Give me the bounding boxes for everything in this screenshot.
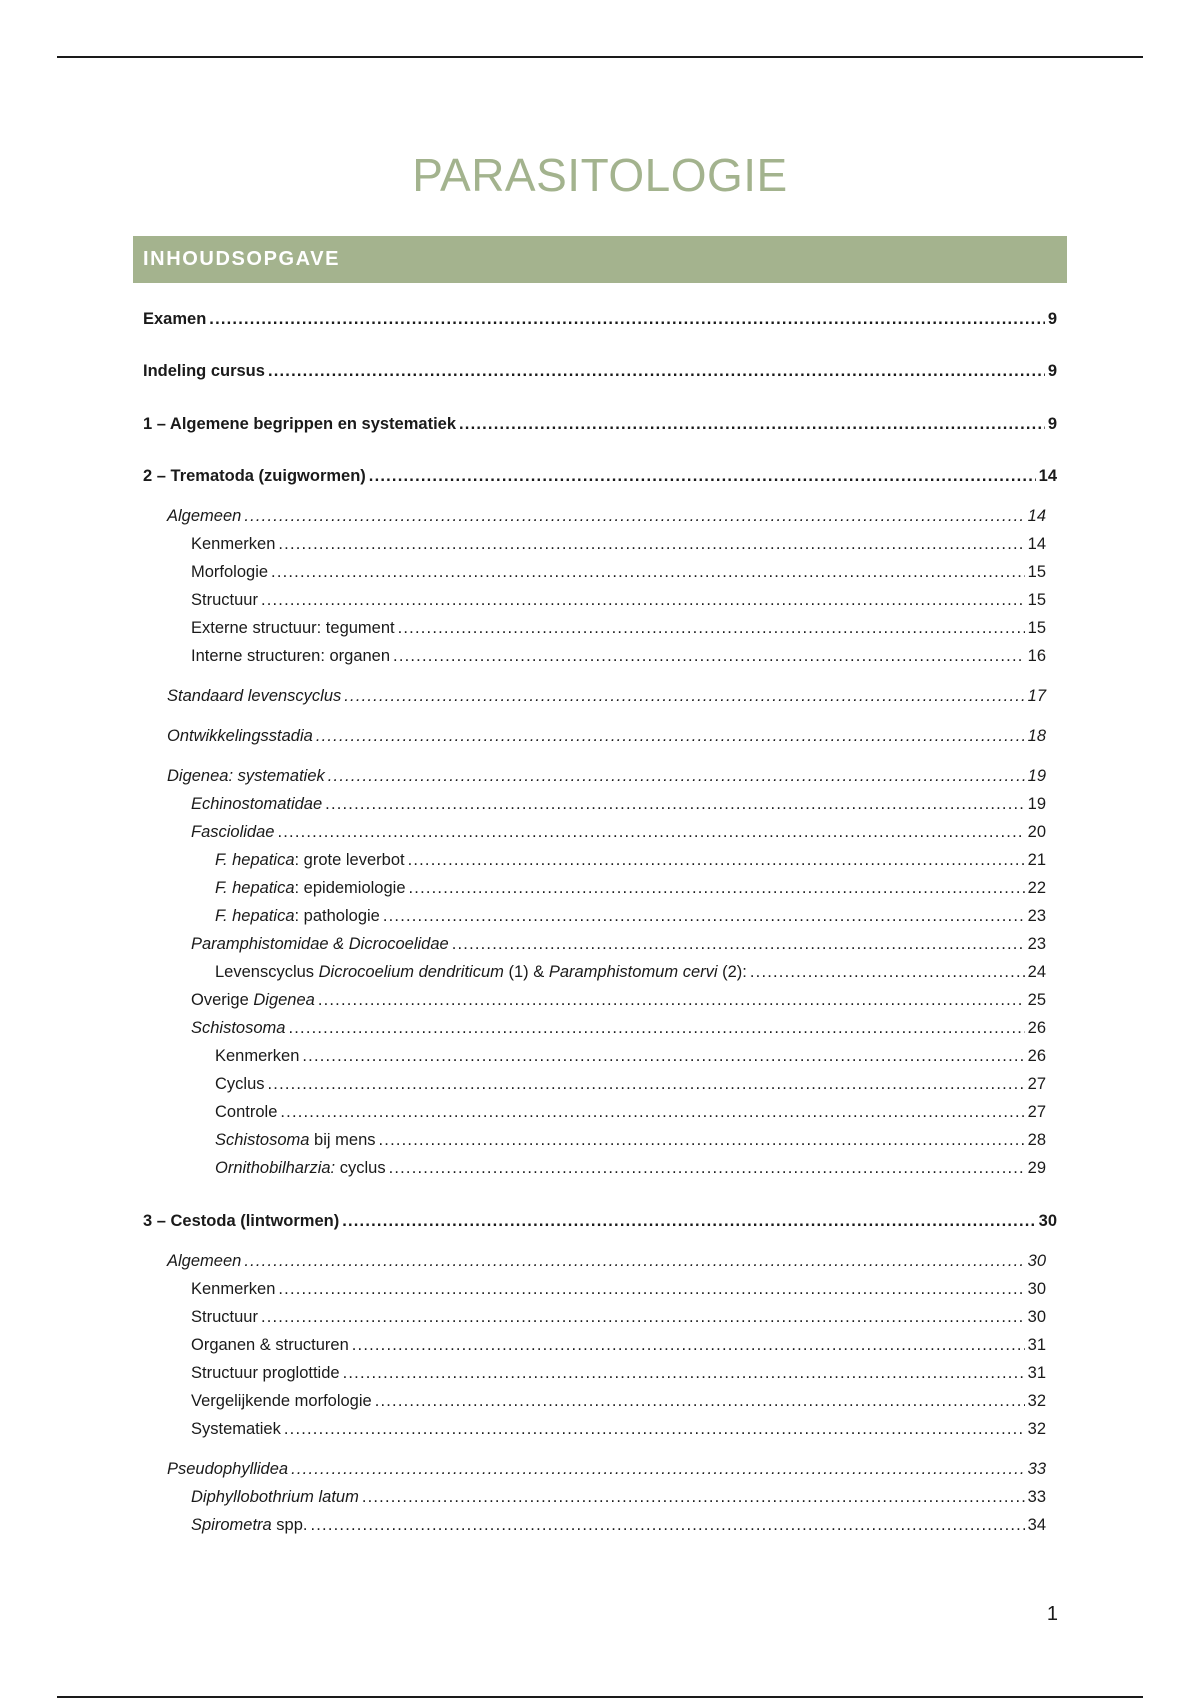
toc-entry-label xyxy=(143,465,369,487)
toc-page-number: 31 xyxy=(1027,1336,1046,1354)
toc-page-number: 27 xyxy=(1027,1103,1046,1121)
toc-entry-label xyxy=(215,1129,379,1151)
toc-page-number: 14 xyxy=(1027,535,1046,553)
toc-page-number: 32 xyxy=(1027,1420,1046,1438)
toc-label-part: : grote leverbot xyxy=(294,851,405,869)
toc-entry-label xyxy=(191,1017,288,1039)
toc-page-number: 24 xyxy=(1027,963,1046,981)
toc-entry-label xyxy=(167,1250,244,1272)
top-rule xyxy=(57,56,1143,58)
toc-dot-leader xyxy=(318,989,1025,1011)
toc-entry-label xyxy=(191,1486,362,1508)
toc-page-number: 33 xyxy=(1027,1460,1046,1478)
toc-entry-label xyxy=(191,1334,352,1356)
toc-label-part: bij mens xyxy=(309,1131,376,1149)
toc-dot-leader xyxy=(459,413,1045,435)
toc-entry[interactable] xyxy=(191,1418,1046,1440)
toc-entry-label xyxy=(191,645,393,667)
toc-dot-leader xyxy=(408,849,1025,871)
toc-label-part: F. hepatica xyxy=(215,879,295,897)
toc-entry-label xyxy=(191,617,398,639)
toc-entry-label xyxy=(143,360,268,382)
toc-dot-leader xyxy=(261,1306,1025,1328)
toc-dot-leader xyxy=(278,1278,1024,1300)
toc-entry[interactable] xyxy=(215,1129,1046,1151)
toc-label-part: Schistosoma xyxy=(191,1019,286,1037)
toc-entry[interactable] xyxy=(215,1101,1046,1123)
toc-label-part: Schistosoma xyxy=(215,1131,310,1149)
toc-entry[interactable] xyxy=(191,1486,1046,1508)
toc-entry[interactable] xyxy=(167,505,1046,527)
toc-entry[interactable] xyxy=(191,933,1046,955)
toc-entry-label xyxy=(215,1045,302,1067)
toc-label-part: Structuur xyxy=(191,1308,258,1326)
toc-entry[interactable] xyxy=(191,645,1046,667)
toc-label-part: F. hepatica xyxy=(215,851,295,869)
toc-label-part: Diphyllobothrium latum xyxy=(191,1488,359,1506)
toc-label-part: Digenea xyxy=(253,991,315,1009)
toc-entry-label xyxy=(215,1157,389,1179)
toc-page-number: 26 xyxy=(1027,1047,1046,1065)
toc-dot-leader xyxy=(268,360,1045,382)
toc-entry[interactable] xyxy=(215,1073,1046,1095)
toc-dot-leader xyxy=(398,617,1025,639)
toc-entry-label xyxy=(215,905,383,927)
toc-label-part: Organen & structuren xyxy=(191,1336,349,1354)
toc-entry-label xyxy=(191,793,325,815)
toc-dot-leader xyxy=(244,1250,1024,1272)
toc-dot-leader xyxy=(389,1157,1025,1179)
toc-dot-leader xyxy=(268,1073,1025,1095)
toc-entry-label xyxy=(191,561,271,583)
toc-entry-label xyxy=(143,1210,342,1232)
toc-label-part: Structuur proglottide xyxy=(191,1364,340,1382)
toc-entry[interactable] xyxy=(191,617,1046,639)
toc-entry-label xyxy=(191,1306,261,1328)
toc-page-number: 9 xyxy=(1047,362,1057,380)
toc-entry-label xyxy=(167,725,316,747)
document-title: PARASITOLOGIE xyxy=(412,149,788,201)
toc-entry[interactable] xyxy=(167,685,1046,707)
toc-page-number: 15 xyxy=(1027,563,1046,581)
toc-label-part: 3 – Cestoda (lintwormen) xyxy=(143,1212,340,1230)
toc-label-part: Cyclus xyxy=(215,1075,265,1093)
toc-entry[interactable] xyxy=(191,821,1046,843)
toc-dot-leader xyxy=(284,1418,1025,1440)
toc-entry-label xyxy=(215,1073,268,1095)
toc-entry-label xyxy=(191,1362,343,1384)
toc-entry-label xyxy=(191,1514,310,1536)
toc-dot-leader xyxy=(379,1129,1025,1151)
toc-dot-leader xyxy=(291,1458,1025,1480)
toc-dot-leader xyxy=(325,793,1024,815)
toc-dot-leader xyxy=(452,933,1025,955)
toc-label-part: : pathologie xyxy=(294,907,380,925)
toc-page-number: 25 xyxy=(1027,991,1046,1009)
toc-label-part: Dicrocoelium dendriticum xyxy=(318,963,504,981)
toc-label-part: Algemeen xyxy=(167,507,242,525)
toc-entry-label xyxy=(143,413,459,435)
toc-page-number: 33 xyxy=(1027,1488,1046,1506)
toc-label-part: (2): xyxy=(717,963,747,981)
toc-label-part: Examen xyxy=(143,310,207,328)
toc-entry-label xyxy=(191,821,277,843)
toc-entry-label xyxy=(167,685,344,707)
toc-label-part: Pseudophyllidea xyxy=(167,1460,289,1478)
toc-entry[interactable] xyxy=(215,961,1046,983)
toc-entry-label xyxy=(191,589,261,611)
toc-label-part: (1) & xyxy=(503,963,549,981)
toc-entry[interactable] xyxy=(191,561,1046,583)
toc-dot-leader xyxy=(316,725,1025,747)
toc-page-number: 23 xyxy=(1027,935,1046,953)
toc-page-number: 29 xyxy=(1027,1159,1046,1177)
toc-entry[interactable] xyxy=(191,533,1046,555)
toc-page-number: 30 xyxy=(1027,1308,1046,1326)
toc-dot-leader xyxy=(375,1390,1025,1412)
toc-page-number: 14 xyxy=(1027,507,1046,525)
toc-label-part: cyclus xyxy=(335,1159,386,1177)
toc-dot-leader xyxy=(343,1362,1025,1384)
toc-dot-leader xyxy=(328,765,1025,787)
toc-label-part: Spirometra xyxy=(191,1516,272,1534)
toc-entry[interactable] xyxy=(167,1458,1046,1480)
toc-page-number: 28 xyxy=(1027,1131,1046,1149)
toc-entry[interactable] xyxy=(191,793,1046,815)
toc-label-part: Controle xyxy=(215,1103,278,1121)
toc-label-part: spp. xyxy=(271,1516,308,1534)
toc-entry-label xyxy=(191,1278,278,1300)
toc-page-number: 19 xyxy=(1027,767,1046,785)
toc-entry[interactable] xyxy=(191,1390,1046,1412)
toc-entry[interactable] xyxy=(191,1514,1046,1536)
toc-dot-leader xyxy=(393,645,1025,667)
toc-dot-leader xyxy=(344,685,1024,707)
toc-page-number: 9 xyxy=(1047,310,1057,328)
toc-entry-label xyxy=(191,933,452,955)
toc-entry[interactable] xyxy=(215,877,1046,899)
toc-page-number: 32 xyxy=(1027,1392,1046,1410)
toc-label-part: Paramphistomum cervi xyxy=(548,963,718,981)
toc-label-part: Paramphistomidae & Dicrocoelidae xyxy=(191,935,449,953)
section-header-band xyxy=(133,236,1067,283)
toc-dot-leader xyxy=(310,1514,1024,1536)
toc-page-number: 18 xyxy=(1027,727,1046,745)
toc-entry[interactable] xyxy=(191,989,1046,1011)
toc-label-part: Levenscyclus xyxy=(215,963,319,981)
toc-entry[interactable] xyxy=(167,725,1046,747)
toc-entry[interactable] xyxy=(215,849,1046,871)
bottom-rule xyxy=(57,1696,1143,1698)
toc-dot-leader xyxy=(288,1017,1024,1039)
toc-page-number: 30 xyxy=(1038,1212,1057,1230)
toc-entry[interactable] xyxy=(215,1157,1046,1179)
toc-entry[interactable] xyxy=(191,589,1046,611)
toc-page-number: 9 xyxy=(1047,415,1057,433)
toc-entry[interactable] xyxy=(191,1278,1046,1300)
toc-dot-leader xyxy=(369,465,1036,487)
toc-dot-leader xyxy=(383,905,1025,927)
toc-page-number: 20 xyxy=(1027,823,1046,841)
toc-page-number: 34 xyxy=(1027,1516,1046,1534)
toc-dot-leader xyxy=(342,1210,1035,1232)
toc-entry-label xyxy=(143,308,209,330)
toc-entry[interactable] xyxy=(191,1362,1046,1384)
toc-dot-leader xyxy=(302,1045,1024,1067)
toc-entry-label xyxy=(167,505,244,527)
toc-label-part: 2 – Trematoda (zuigwormen) xyxy=(143,467,366,485)
toc-dot-leader xyxy=(362,1486,1025,1508)
toc-entry[interactable] xyxy=(191,1017,1046,1039)
toc-label-part: Structuur xyxy=(191,591,258,609)
toc-label-part: : epidemiologie xyxy=(294,879,406,897)
toc-entry-label xyxy=(215,877,409,899)
section-header: INHOUDSOPGAVE xyxy=(143,248,341,270)
toc-entry-label xyxy=(191,989,318,1011)
toc-page-number: 31 xyxy=(1027,1364,1046,1382)
toc-dot-leader xyxy=(409,877,1025,899)
toc-page-number: 22 xyxy=(1027,879,1046,897)
toc-entry[interactable] xyxy=(143,1210,1057,1232)
toc-entry-label xyxy=(167,1458,291,1480)
toc-label-part: Overige xyxy=(191,991,254,1009)
toc-entry[interactable] xyxy=(167,765,1046,787)
toc-entry-label xyxy=(167,765,328,787)
toc-entry-label xyxy=(191,533,278,555)
toc-page-number: 26 xyxy=(1027,1019,1046,1037)
toc-dot-leader xyxy=(280,1101,1024,1123)
toc-page-number: 15 xyxy=(1027,619,1046,637)
toc-label-part: Ornithobilharzia: xyxy=(215,1159,336,1177)
toc-label-part: Kenmerken xyxy=(215,1047,300,1065)
toc-entry[interactable] xyxy=(167,1250,1046,1272)
toc-label-part: Kenmerken xyxy=(191,1280,276,1298)
toc-dot-leader xyxy=(261,589,1025,611)
toc-entry[interactable] xyxy=(143,360,1057,382)
toc-dot-leader xyxy=(750,961,1025,983)
toc-page-number: 14 xyxy=(1038,467,1057,485)
toc-label-part: Ontwikkelingsstadia xyxy=(167,727,313,745)
toc-label-part: Algemeen xyxy=(167,1252,242,1270)
toc-dot-leader xyxy=(244,505,1024,527)
toc-entry[interactable] xyxy=(143,308,1057,330)
toc-entry[interactable] xyxy=(215,905,1046,927)
toc-dot-leader xyxy=(271,561,1025,583)
toc-entry[interactable] xyxy=(215,1045,1046,1067)
page-number: 1 xyxy=(1046,1603,1058,1625)
toc-label-part: Echinostomatidae xyxy=(191,795,323,813)
toc-entry[interactable] xyxy=(191,1334,1046,1356)
toc-page-number: 30 xyxy=(1027,1280,1046,1298)
toc-entry-label xyxy=(191,1390,375,1412)
toc-label-part: 1 – Algemene begrippen en systematiek xyxy=(143,415,457,433)
toc-label-part: Interne structuren: organen xyxy=(191,647,391,665)
toc-dot-leader xyxy=(278,533,1024,555)
toc-entry-label xyxy=(215,1101,280,1123)
toc-entry-label xyxy=(215,961,750,983)
toc-entry-label xyxy=(191,1418,284,1440)
toc-page-number: 30 xyxy=(1027,1252,1046,1270)
toc-label-part: Standaard levenscyclus xyxy=(167,687,342,705)
toc-entry[interactable] xyxy=(143,413,1057,435)
toc-page-number: 19 xyxy=(1027,795,1046,813)
toc-page-number: 23 xyxy=(1027,907,1046,925)
toc-dot-leader xyxy=(277,821,1024,843)
toc-dot-leader xyxy=(352,1334,1025,1356)
toc-page-number: 15 xyxy=(1027,591,1046,609)
toc-label-part: Indeling cursus xyxy=(143,362,265,380)
toc-label-part: Fasciolidae xyxy=(191,823,275,841)
toc-label-part: Morfologie xyxy=(191,563,269,581)
toc-label-part: Digenea: systematiek xyxy=(167,767,325,785)
toc-label-part: Vergelijkende morfologie xyxy=(191,1392,372,1410)
toc-page-number: 16 xyxy=(1027,647,1046,665)
toc-entry[interactable] xyxy=(143,465,1057,487)
toc-page-number: 17 xyxy=(1027,687,1046,705)
toc-entry-label xyxy=(215,849,408,871)
toc-label-part: Systematiek xyxy=(191,1420,281,1438)
toc-page-number: 27 xyxy=(1027,1075,1046,1093)
toc-page-number: 21 xyxy=(1027,851,1046,869)
toc-label-part: Kenmerken xyxy=(191,535,276,553)
toc-entry[interactable] xyxy=(191,1306,1046,1328)
toc-label-part: F. hepatica xyxy=(215,907,295,925)
toc-label-part: Externe structuur: tegument xyxy=(191,619,395,637)
toc-dot-leader xyxy=(209,308,1045,330)
